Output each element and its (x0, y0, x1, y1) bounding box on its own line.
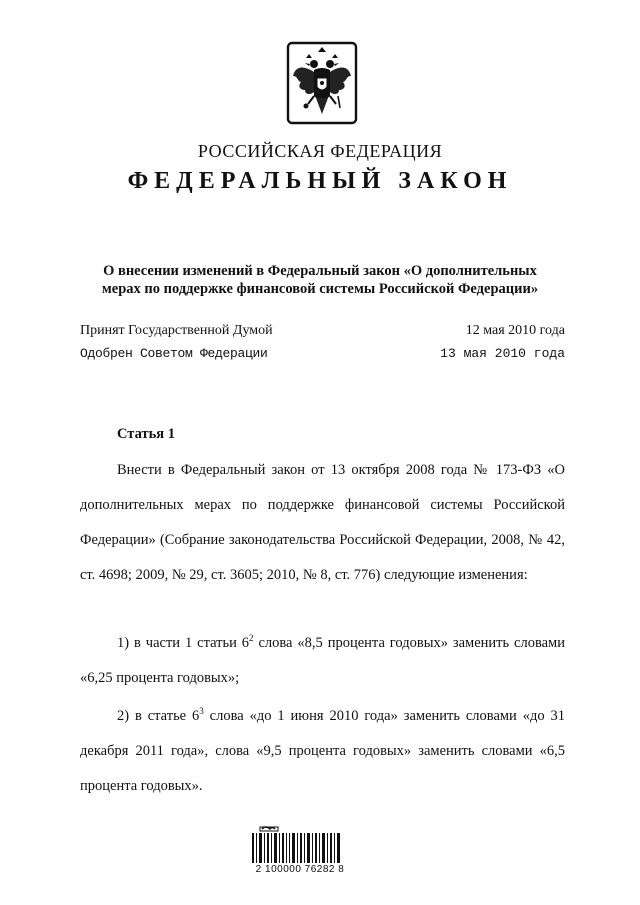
amendment-item-1-start: 1) в части 1 статьи 6 (117, 635, 250, 651)
amendment-item-1 (80, 626, 565, 696)
article-intro-text: Внести в Федеральный закон от 13 октября 2008 года № 173-ФЗ «О дополнительных мерах по поддержке финансовой системы Российской Федерации» (Собрание законодательства Российской Федерации, 2008, № 42, ст. 4698; 2009, № 29, ст. 3605; 2010, № 8, ст. 776) следующие изменения: (80, 462, 565, 583)
law-title-line-2: мерах по поддержке финансовой системы Российской Федерации» (101, 281, 539, 297)
law-title-line-1: О внесении изменений в Федеральный закон «О дополнительных (103, 263, 537, 279)
amendment-item-1-superscript: 2 (249, 633, 254, 643)
council-approval-label: Одобрен Советом Федерации (80, 346, 268, 361)
amendment-item-1-rest: слова «8,5 процента годовых» заменить словами «6,25 процента годовых»; (80, 635, 565, 686)
amendment-item-2 (80, 699, 565, 804)
duma-adoption-label: Принят Государственной Думой (80, 323, 273, 338)
law-title (80, 262, 560, 298)
barcode-number: 2 100000 76282 8 (255, 864, 345, 875)
article-heading: Статья 1 (117, 426, 175, 442)
amendment-item-2-start: 2) в статье 6 (117, 708, 200, 724)
coat-of-arms-emblem (284, 40, 360, 128)
duma-adoption-date: 12 мая 2010 года (465, 323, 565, 338)
amendment-item-2-rest: слова «до 1 июня 2010 года» заменить словами «до 31 декабря 2011 года», слова «9,5 процента годовых» заменить словами «6,5 процента годовых». (80, 708, 565, 794)
law-type-heading: ФЕДЕРАЛЬНЫЙ ЗАКОН (127, 168, 513, 194)
amendment-item-2-superscript: 3 (199, 706, 204, 716)
country-name: РОССИЙСКАЯ ФЕДЕРАЦИЯ (197, 141, 443, 161)
article-intro-paragraph (80, 453, 565, 593)
council-approval-date: 13 мая 2010 года (440, 346, 565, 361)
